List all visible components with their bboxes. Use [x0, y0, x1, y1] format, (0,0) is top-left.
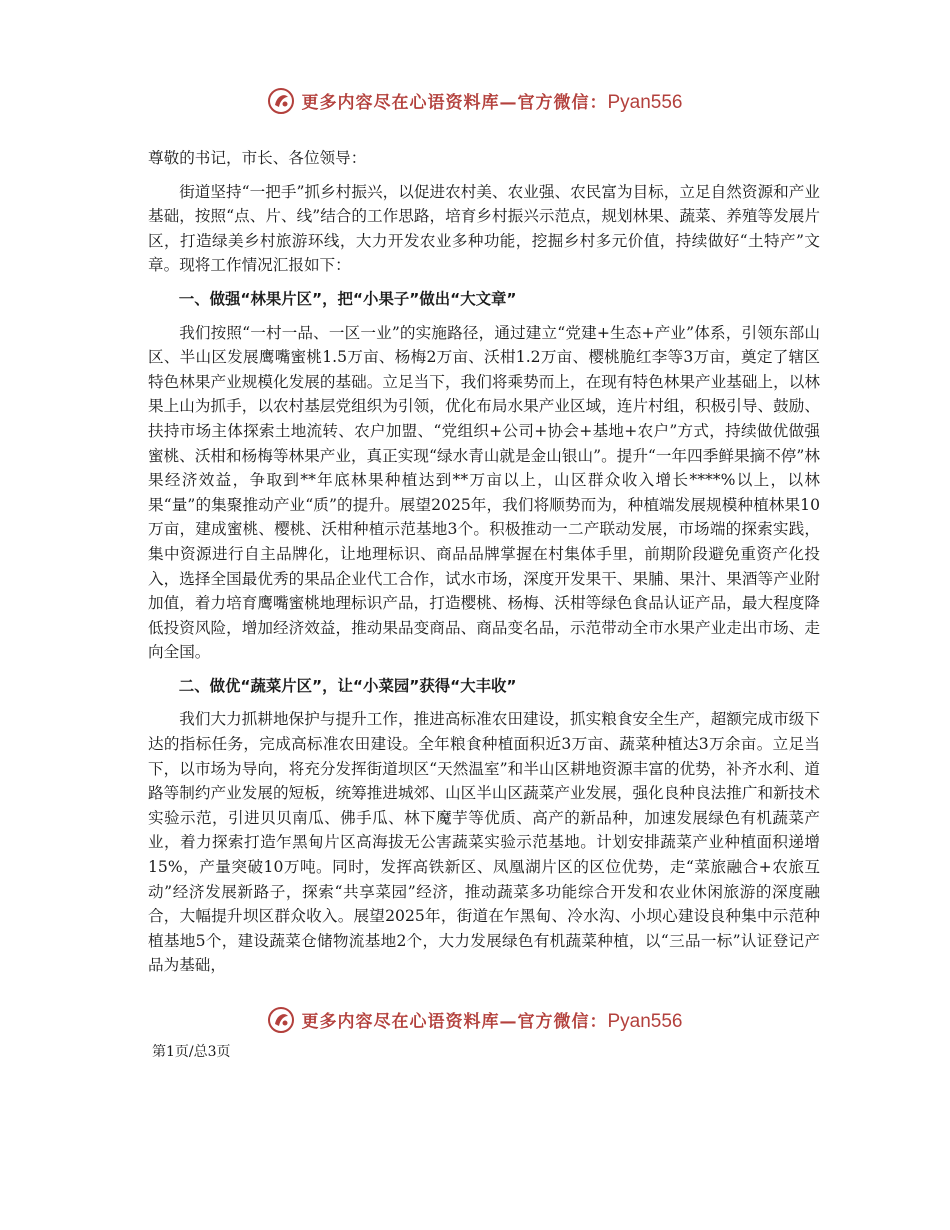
banner-wechat-id: Pyan556: [607, 92, 683, 113]
intro-paragraph: 街道坚持“一把手”抓乡村振兴，以促进农村美、农业强、农民富为目标，立足自然资源和产业基础，按照“点、片、线”结合的工作思路，培育乡村振兴示范点，规划林果、蔬菜、养殖等发展片区，打造绿美乡村旅游环线，大力开发农业多种功能，挖掘乡村多元价值，持续做好“土特产”文章。现将工作情况汇报如下：: [148, 182, 820, 275]
section-2-heading: 二、做优“蔬菜片区”，让“小菜园”获得“大丰收”: [178, 676, 517, 695]
banner-text: 更多内容尽在心语资料库—官方微信：Pyan556: [301, 92, 683, 113]
banner-wechat-id: Pyan556: [607, 1011, 683, 1032]
header-banner: [0, 84, 950, 118]
document-body: [148, 146, 820, 987]
section-1-heading: 一、做强“林果片区”，把“小果子”做出“大文章”: [178, 289, 517, 308]
brand-logo-icon: [267, 87, 295, 115]
brand-logo-icon: [267, 1006, 295, 1034]
page-number: 第1页/总3页: [152, 1044, 231, 1060]
greeting: 尊敬的书记，市长、各位领导：: [148, 149, 367, 167]
banner-text: 更多内容尽在心语资料库—官方微信：Pyan556: [301, 1011, 683, 1032]
footer-banner: [0, 1003, 950, 1037]
section-2-paragraph: 我们大力抓耕地保护与提升工作，推进高标准农田建设，抓实粮食安全生产，超额完成市级下达的指标任务，完成高标准农田建设。全年粮食种植面积近3万亩、蔬菜种植达3万余亩。立足当下，以市场为导向，将充分发挥街道坝区“天然温室”和半山区耕地资源丰富的优势，补齐水利、道路等制约产业发展的短板，统筹推进城郊、山区半山区蔬菜产业发展，强化良种良法推广和新技术实验示范，引进贝贝南瓜、佛手瓜、林下魔芋等优质、高产的新品种，加速发展绿色有机蔬菜产业，着力探索打造乍黑甸片区高海拔无公害蔬菜实验示范基地。计划安排蔬菜产业种植面积递增15%，产量突破10万吨。同时，发挥高铁新区、凤凰湖片区的区位优势，走“菜旅融合+农旅互动”经济发展新路子，探索“共享菜园”经济，推动蔬菜多功能综合开发和农业休闲旅游的深度融合，大幅提升坝区群众收入。展望2025年，街道在乍黑甸、冷水沟、小坝心建设良种集中示范种植基地5个，建设蔬菜仓储物流基地2个，大力发展绿色有机蔬菜种植，以“三品一标”认证登记产品为基础，: [148, 710, 820, 975]
section-1-paragraph: 我们按照“一村一品、一区一业”的实施路径，通过建立“党建+生态+产业”体系，引领东部山区、半山区发展鹰嘴蜜桃1.5万亩、杨梅2万亩、沃柑1.2万亩、樱桃脆红李等3万亩，奠定了辖区特色林果产业规模化发展的基础。立足当下，我们将乘势而上，在现有特色林果产业基础上，以林果上山为抓手，以农村基层党组织为引领，优化布局水果产业区域，连片村组，积极引导、鼓励、扶持市场主体探索土地流转、农户加盟、“党组织+公司+协会+基地+农户”方式，持续做优做强蜜桃、沃柑和杨梅等林果产业，真正实现“绿水青山就是金山银山”。提升“一年四季鲜果摘不停”林果经济效益，争取到**年底林果种植达到**万亩以上，山区群众收入增长****%以上，以林果“量”的集聚推动产业“质”的提升。展望2025年，我们将顺势而为，种植端发展规模种植林果10万亩，建成蜜桃、樱桃、沃柑种植示范基地3个。积极推动一二产联动发展，市场端的探索实践，集中资源进行自主品牌化，让地理标识、商品品牌掌握在村集体手里，前期阶段避免重资产化投入，选择全国最优秀的果品企业代工合作，试水市场，深度开发果干、果脯、果汁、果酒等产业附加值，着力培育鹰嘴蜜桃地理标识产品，打造樱桃、杨梅、沃柑等绿色食品认证产品，最大程度降低投资风险，增加经济效益，推动果品变商品、商品变名品，示范带动全市水果产业走出市场、走向全国。: [148, 323, 820, 662]
